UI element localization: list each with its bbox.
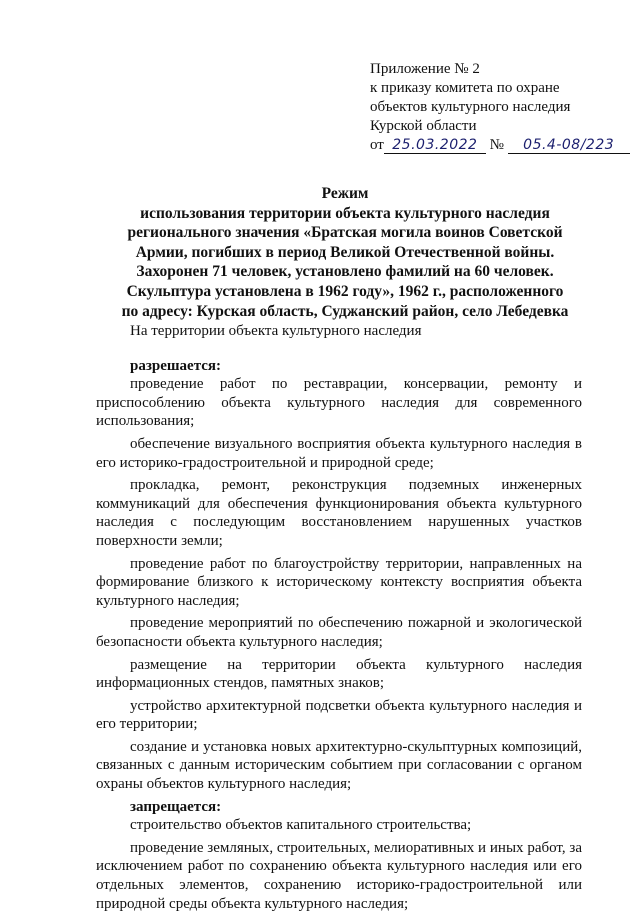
forbidden-item: строительство объектов капитального строительства;	[130, 817, 472, 834]
document-body	[96, 322, 582, 917]
forbidden-heading: запрещается:	[130, 798, 222, 815]
appendix-header	[370, 60, 632, 155]
title-line: Режим	[321, 185, 369, 202]
allowed-item: проведение работ по реставрации, консервации, ремонту и приспособлению объекта культурного наследия для современного использования;	[96, 376, 582, 430]
allowed-item: проведение мероприятий по обеспечению пожарной и экологической безопасности объекта культурного наследия;	[96, 615, 582, 650]
intro-paragraph: На территории объекта культурного наследия	[130, 323, 422, 339]
title-line: Захоронен 71 человек, установлено фамилий на 60 человек.	[136, 263, 554, 281]
document-title	[100, 184, 590, 321]
title-line: Армии, погибших в период Великой Отечественной войны.	[135, 243, 555, 261]
title-line: Скульптура установлена в 1962 году», 1962 г., расположенного	[126, 282, 564, 300]
title-line: использования территории объекта культурного наследия	[140, 204, 550, 222]
order-number-label: №	[489, 137, 504, 153]
order-date: 25.03.2022	[384, 137, 486, 154]
allowed-heading: разрешается:	[130, 357, 222, 374]
order-prefix: от	[370, 137, 384, 153]
allowed-item: обеспечение визуального восприятия объекта культурного наследия в его историко-градостроительной и природной среде;	[96, 435, 582, 471]
allowed-item: проведение работ по благоустройству территории, направленных на формирование близкого к историческому контексту восприятия объекта культурного наследия;	[96, 555, 582, 609]
appendix-line: Курской области	[370, 118, 477, 134]
appendix-line: к приказу комитета по охране	[370, 80, 560, 96]
allowed-item: устройство архитектурной подсветки объекта культурного наследия и его территории;	[96, 697, 582, 733]
order-reference	[370, 136, 632, 155]
forbidden-item: проведение земляных, строительных, мелиоративных и иных работ, за исключением работ по сохранению объекта культурного наследия или его отдельных элементов, сохранению историко-градостроительной или природной среды объекта культурного наследия;	[96, 839, 582, 912]
title-line: по адресу: Курская область, Суджанский район, село Лебедевка	[121, 302, 569, 320]
appendix-line: Приложение № 2	[370, 61, 480, 77]
appendix-line: объектов культурного наследия	[370, 99, 571, 115]
title-line: регионального значения «Братская могила воинов Советской	[127, 224, 563, 242]
allowed-item: размещение на территории объекта культурного наследия информационных стендов, памятных знаков;	[96, 656, 582, 692]
allowed-item: прокладка, ремонт, реконструкция подземных инженерных коммуникаций для обеспечения функционирования объекта культурного наследия с последующим восстановлением нарушенных участков поверхности земли;	[96, 477, 582, 549]
order-number: 05.4-08/223	[508, 137, 630, 154]
allowed-item: создание и установка новых архитектурно-скульптурных композиций, связанных с данным историческим событием при согласовании с органом охраны объектов культурного наследия;	[96, 738, 582, 793]
